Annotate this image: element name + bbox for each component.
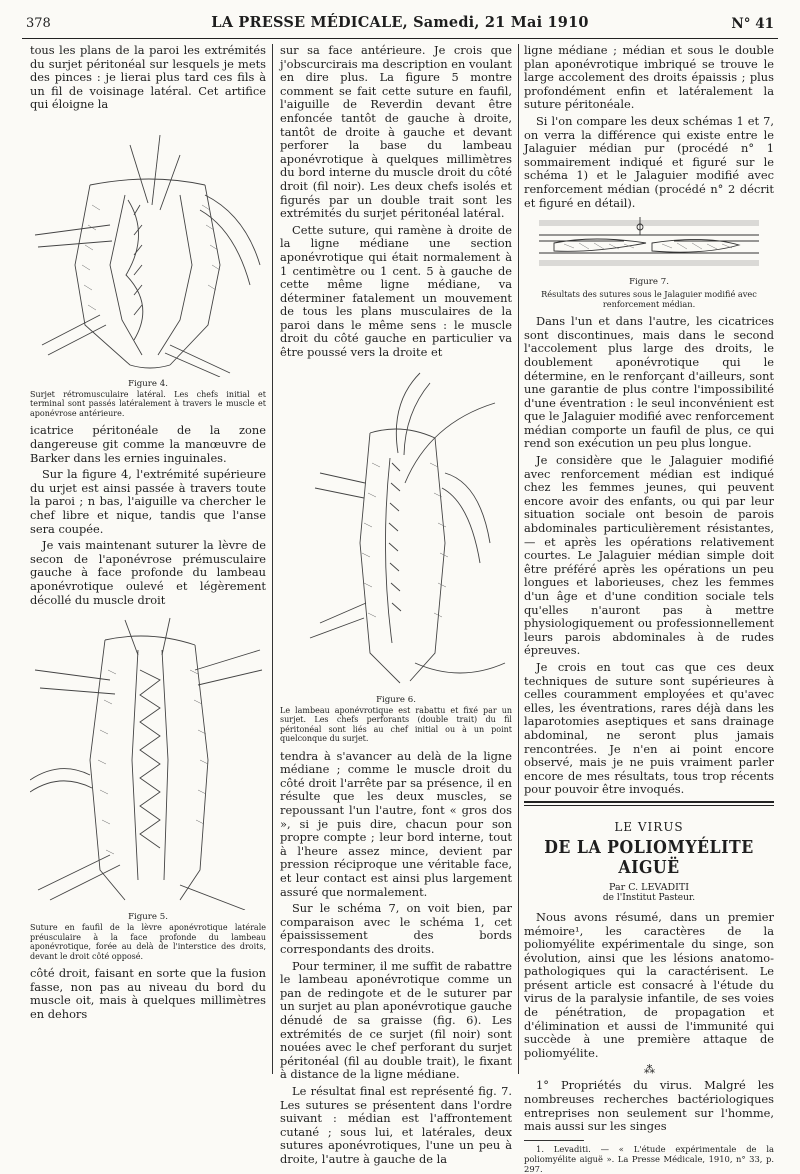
figure-7-illustration <box>534 213 764 275</box>
col3-paragraph-1: ligne médiane ; médian et sous le double plan aponévrotique imbriqué se trouve le large accolement des droits épaissis ; plus profondément enfin et latéralement la suture péritonéale. <box>524 43 774 112</box>
figure-5-illustration <box>30 610 266 910</box>
footnote-rule <box>524 1140 584 1141</box>
author-affiliation: de l'Institut Pasteur. <box>602 892 696 903</box>
figure-5-caption: Suture en faufil de la lèvre aponévrotique latérale préusculaire à la face profonde du lambeau aponévrotique, forée au delà de l'interstice des droits, devant le droit côté opposé. <box>30 923 266 961</box>
section-divider <box>524 801 774 806</box>
figure-4-caption: Surjet rétromusculaire latéral. Les chefs initial et terminal sont passés latéralement à travers le muscle et aponévrose antérieure. <box>30 389 266 418</box>
figure-5-label: Figure 5. <box>128 912 168 923</box>
col3-paragraph-7: 1° Propriétés du virus. Malgré les nombreuses recherches bactériologiques entreprises non seulement sur l'homme, mais aussi sur les singes <box>524 1078 774 1134</box>
asterism: ⁂ <box>644 1063 654 1077</box>
column-2 <box>280 44 512 1169</box>
col3-paragraph-2: Si l'on compare les deux schémas 1 et 7, on verra la différence qui existe entre le Jalaguier médian pur (procédé n° 1 sommairement indiqué et figuré sur le schéma 1) et le Jalaguier modifié avec renforcement médian (procédé n° 2 décrit et figuré en détail). <box>524 113 774 210</box>
col1-paragraph-2: icatrice péritonéale de la zone dangereuse git comme la manœuvre de Barker dans les ernies inguinales. <box>30 423 266 465</box>
col1-paragraph-3: Sur la figure 4, l'extrémité supérieure du urjet est ainsi passée à travers toute la paroi ; n bas, l'aiguille va chercher le chef libre et nique, tandis que l'anse sera coupée. <box>30 467 266 536</box>
column-1 <box>30 44 266 1025</box>
section-title: DE LA POLIOMYÉLITE AIGUË <box>544 837 754 878</box>
col3-paragraph-4: Je considère que le Jalaguier modifié avec renforcement médian est indiqué chez les femmes jeunes, qui peuvent encore avoir des enfants, ou qui par leur situation sociale ont besoin de parois abdominales particulièrement résistantes, — et après les opérations relativement courtes. Le Jalaguier médian simple doit être préféré après les opérations un peu longues et laborieuses, chez les femmes d'un âge et d'une condition sociale tels qu'elles n'auront pas à mettre physiologiquement ou professionnellement leurs parois abdominales à de rudes épreuves. <box>524 453 774 658</box>
author-byline: Par C. LEVADITI <box>609 881 689 893</box>
page-number: 378 <box>26 16 51 31</box>
column-3 <box>524 44 774 1174</box>
page-header <box>22 8 778 39</box>
figure-7-caption: Résultats des sutures sous le Jalaguier modifié avec renforcement médian. <box>541 289 757 310</box>
section-kicker: LE VIRUS <box>614 819 684 834</box>
col3-paragraph-3: Dans l'un et dans l'autre, les cicatrices sont discontinues, mais dans le second l'accolement plus large des droits, le doublement aponévrotique qui le détermine, en le renforçant d'ailleurs, sont une garantie de plus contre l'impossibilité d'une éventration : le seul inconvénient est que le Jalaguier modifié avec renforcement médian comporte un faufil de plus, ce qui rend son exécution un peu plus longue. <box>524 314 774 451</box>
col2-paragraph-1: sur sa face antérieure. Je crois que j'obscurcirais ma description en voulant en dire plus. La figure 5 montre comment se fait cette suture en faufil, l'aiguille de Reverdin devant être enfoncée tantôt de gauche à droite, tantôt de droite à gauche et devant perforer la base du lambeau aponévrotique à quelques millimètres du bord interne du muscle droit du côté droit (fil noir). Les deux chefs isolés et figurés par un double trait sont les extrémités du surjet péritonéal latéral. <box>280 43 512 221</box>
figure-4-label: Figure 4. <box>128 378 168 389</box>
col2-paragraph-6: Le résultat final est représenté fig. 7. Les sutures se présentent dans l'ordre suivant : médian est l'affrontement cutané ; sous lui, et latérales, deux sutures aponévrotiques, l'une un peu à droite, l'autre à gauche de la <box>280 1083 512 1166</box>
journal-title: LA PRESSE MÉDICALE, Samedi, 21 Mai 1910 <box>211 14 589 31</box>
col1-paragraph-4: Je vais maintenant suturer la lèvre de secon de l'aponévrose prémusculaire gauche à face profonde du lambeau aponévrotique oulevé et légèrement décollé du muscle droit <box>30 538 266 607</box>
column-rule-1 <box>272 44 273 1074</box>
figure-4-illustration <box>30 115 266 377</box>
col2-paragraph-3: tendra à s'avancer au delà de la ligne médiane ; comme le muscle droit du côté droit l'arrête par sa présence, il en résulte que les deux muscles, se repoussant l'un l'autre, font « gros dos », si je puis dire, chacun pour son propre compte ; leur bord interne, tout à l'heure assez mince, devient par pression réciproque une véritable face, et leur contact est ainsi plus largement assuré que normalement. <box>280 748 512 899</box>
figure-6-caption: Le lambeau aponévrotique est rabattu et fixé par un surjet. Les chefs perforants (double trait) du fil péritonéal sont liés au chef initial ou à un point quelconque du surjet. <box>280 705 512 744</box>
col3-paragraph-5: Je crois en tout cas que ces deux techniques de suture sont supérieures à celles couramment employées et qu'avec elles, les éventrations, rares déjà dans les laparotomies aseptiques et sans drainage abdominal, ne seront plus jamais rencontrées. Je n'en ai point encore observé, mais je ne puis vraiment parler encore de mes résultats, tous trop récents pour pouvoir être invoqués. <box>524 659 774 797</box>
footnote: 1. Levaditi. — « L'étude expérimentale de la poliomyélite aiguë ». La Presse Médicale, 1910, n° 33, p. 297. <box>524 1143 774 1174</box>
col2-paragraph-4: Sur le schéma 7, on voit bien, par comparaison avec le schéma 1, cet épaississement des bords correspondants des droits. <box>280 901 512 956</box>
col1-paragraph-5: côté droit, faisant en sorte que la fusion fasse, non pas au niveau du bord du muscle oit, mais à quelques millimètres en dehors <box>30 966 266 1021</box>
column-rule-2 <box>518 44 519 1074</box>
issue-number: N° 41 <box>731 16 774 32</box>
col2-paragraph-5: Pour terminer, il me suffit de rabattre le lambeau aponévrotique comme un pan de redingote et de le suturer par un surjet au plan aponévrotique gauche dénudé de sa graisse (fig. 6). Les extrémités de ce surjet (fil noir) sont nouées avec le chef perforant du surjet péritonéal (fil au double trait), le fixant à distance de la ligne médiane. <box>280 958 512 1082</box>
figure-6-illustration <box>280 363 512 693</box>
col3-paragraph-6: Nous avons résumé, dans un premier mémoire¹, les caractères de la poliomyélite expérimentale du singe, son évolution, ainsi que les lésions anatomo-pathologiques qui la caractérisent. Le présent article est consacré à l'étude du virus de la paralysie infantile, de ses voies de pénétration, de propagation et d'élimination et aussi de l'immunité qui succède à une première attaque de poliomyélite. <box>524 909 774 1060</box>
col2-paragraph-2: Cette suture, qui ramène à droite de la ligne médiane une section aponévrotique qui était normalement à 1 centimètre ou 1 cent. 5 à gauche de cette même ligne médiane, va déterminer fatalement un mouvement de tous les plans musculaires de la paroi dans le même sens : le muscle droit du côté gauche en particulier va être poussé vers la droite et <box>280 222 512 360</box>
figure-7-label: Figure 7. <box>629 277 669 288</box>
figure-6-label: Figure 6. <box>376 694 416 705</box>
col1-paragraph-1: tous les plans de la paroi les extrémités du surjet péritonéal sur lesquels je mets des pinces : je lierai plus tard ces fils à un fil de voisinage latéral. Cet artifice qui éloigne la <box>30 43 266 112</box>
